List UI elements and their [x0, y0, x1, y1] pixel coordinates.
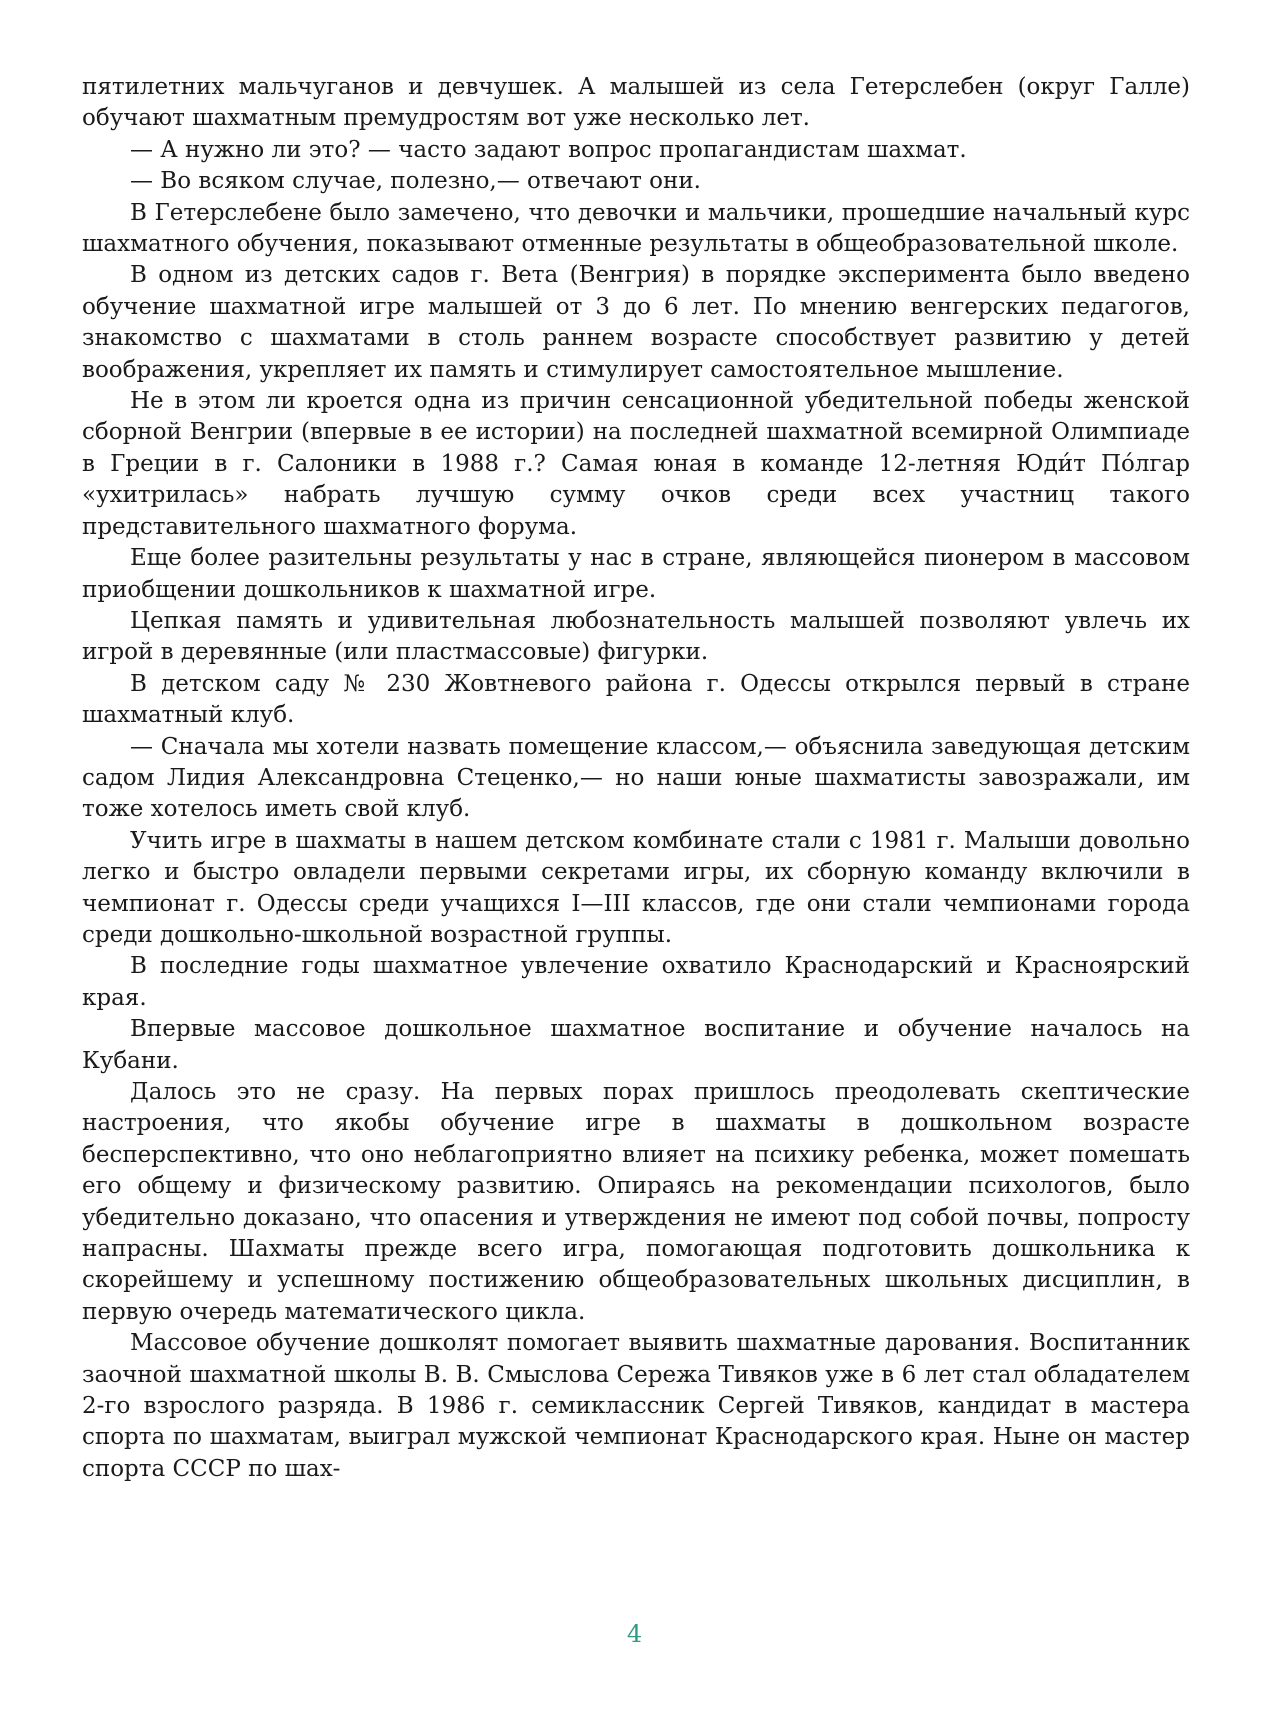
paragraph-7: Еще более разительны результаты у нас в стране, являющейся пионером в массовом приобщении дошкольников к шахматной игре. — [82, 545, 1190, 603]
paragraph-8: Цепкая память и удивительная любознательность малышей позволяют увлечь их игрой в деревянные (или пластмассовые) фигурки. — [82, 607, 1190, 666]
paragraph-13: Впервые массовое дошкольное шахматное воспитание и обучение началось на Кубани. — [82, 1016, 1190, 1074]
paragraph-6: Не в этом ли кроется одна из причин сенсационной убедительной победы женской сборной Венгрии (впервые в ее истории) на последней шахматной всемирной Олимпиаде в Греции в г. Салоники в 1988 г.? Самая юная в команде 12-летняя Юди́т По́лгар «ухитрилась» набрать лучшую сумму очков среди всех участниц такого представительного шахматного форума. — [82, 388, 1190, 540]
paragraph-9: В детском саду № 230 Жовтневого района г. Одессы открылся первый в стране шахматный клуб. — [82, 670, 1190, 729]
paragraph-10: — Сначала мы хотели назвать помещение классом,— объяснила заведующая детским садом Лидия Александровна Стеценко,— но наши юные шахматисты завозражали, им тоже хотелось иметь свой клуб. — [82, 733, 1190, 823]
paragraph-4: В Гетерслебене было замечено, что девочки и мальчики, прошедшие начальный курс шахматного обучения, показывают отменные результаты в общеобразовательной школе. — [82, 199, 1190, 258]
paragraph-2: — А нужно ли это? — часто задают вопрос пропагандистам шахмат. — [130, 136, 967, 163]
page-number: 4 — [626, 1620, 643, 1648]
paragraph-3: — Во всяком случае, полезно,— отвечают они. — [130, 168, 701, 195]
paragraph-1: пятилетних мальчуганов и девчушек. А малышей из села Гетерслебен (округ Галле) обучают шахматным премудростям вот уже несколько лет. — [82, 74, 1190, 132]
paragraph-14: Далось это не сразу. На первых порах пришлось преодолевать скептические настроения, что якобы обучение игре в шахматы в дошкольном возрасте бесперспективно, что оно неблагоприятно влияет на психику ребенка, может помешать его общему и физическому развитию. Опираясь на рекомендации психологов, было убедительно доказано, что опасения и утверждения не имеют под собой почвы, попросту напрасны. Шахматы прежде всего игра, помогающая подготовить дошкольника к скорейшему и успешному постижению общеобразовательных школьных дисциплин, в первую очередь математического цикла. — [82, 1079, 1190, 1325]
paragraph-11: Учить игре в шахматы в нашем детском комбинате стали с 1981 г. Малыши довольно легко и быстро овладели первыми секретами игры, их сборную команду включили в чемпионат г. Одессы среди учащихся I—III классов, где они стали чемпионами города среди дошкольно-школьной возрастной группы. — [82, 827, 1190, 948]
paragraph-15: Массовое обучение дошколят помогает выявить шахматные дарования. Воспитанник заочной шахматной школы В. В. Смыслова Сережа Тивяков уже в 6 лет стал обладателем 2-го взрослого разряда. В 1986 г. семиклассник Сергей Тивяков, кандидат в мастера спорта по шахматам, выиграл мужской чемпионат Краснодарского края. Ныне он мастер спорта СССР по шах- — [82, 1330, 1190, 1482]
page-body — [82, 72, 1190, 1485]
paragraph-5: В одном из детских садов г. Вета (Венгрия) в порядке эксперимента было введено обучение шахматной игре малышей от 3 до 6 лет. По мнению венгерских педагогов, знакомство с шахматами в столь раннем возрасте способствует развитию у детей воображения, укрепляет их память и стимулирует самостоятельное мышление. — [82, 262, 1190, 383]
paragraph-12: В последние годы шахматное увлечение охватило Краснодарский и Красноярский края. — [82, 953, 1190, 1011]
